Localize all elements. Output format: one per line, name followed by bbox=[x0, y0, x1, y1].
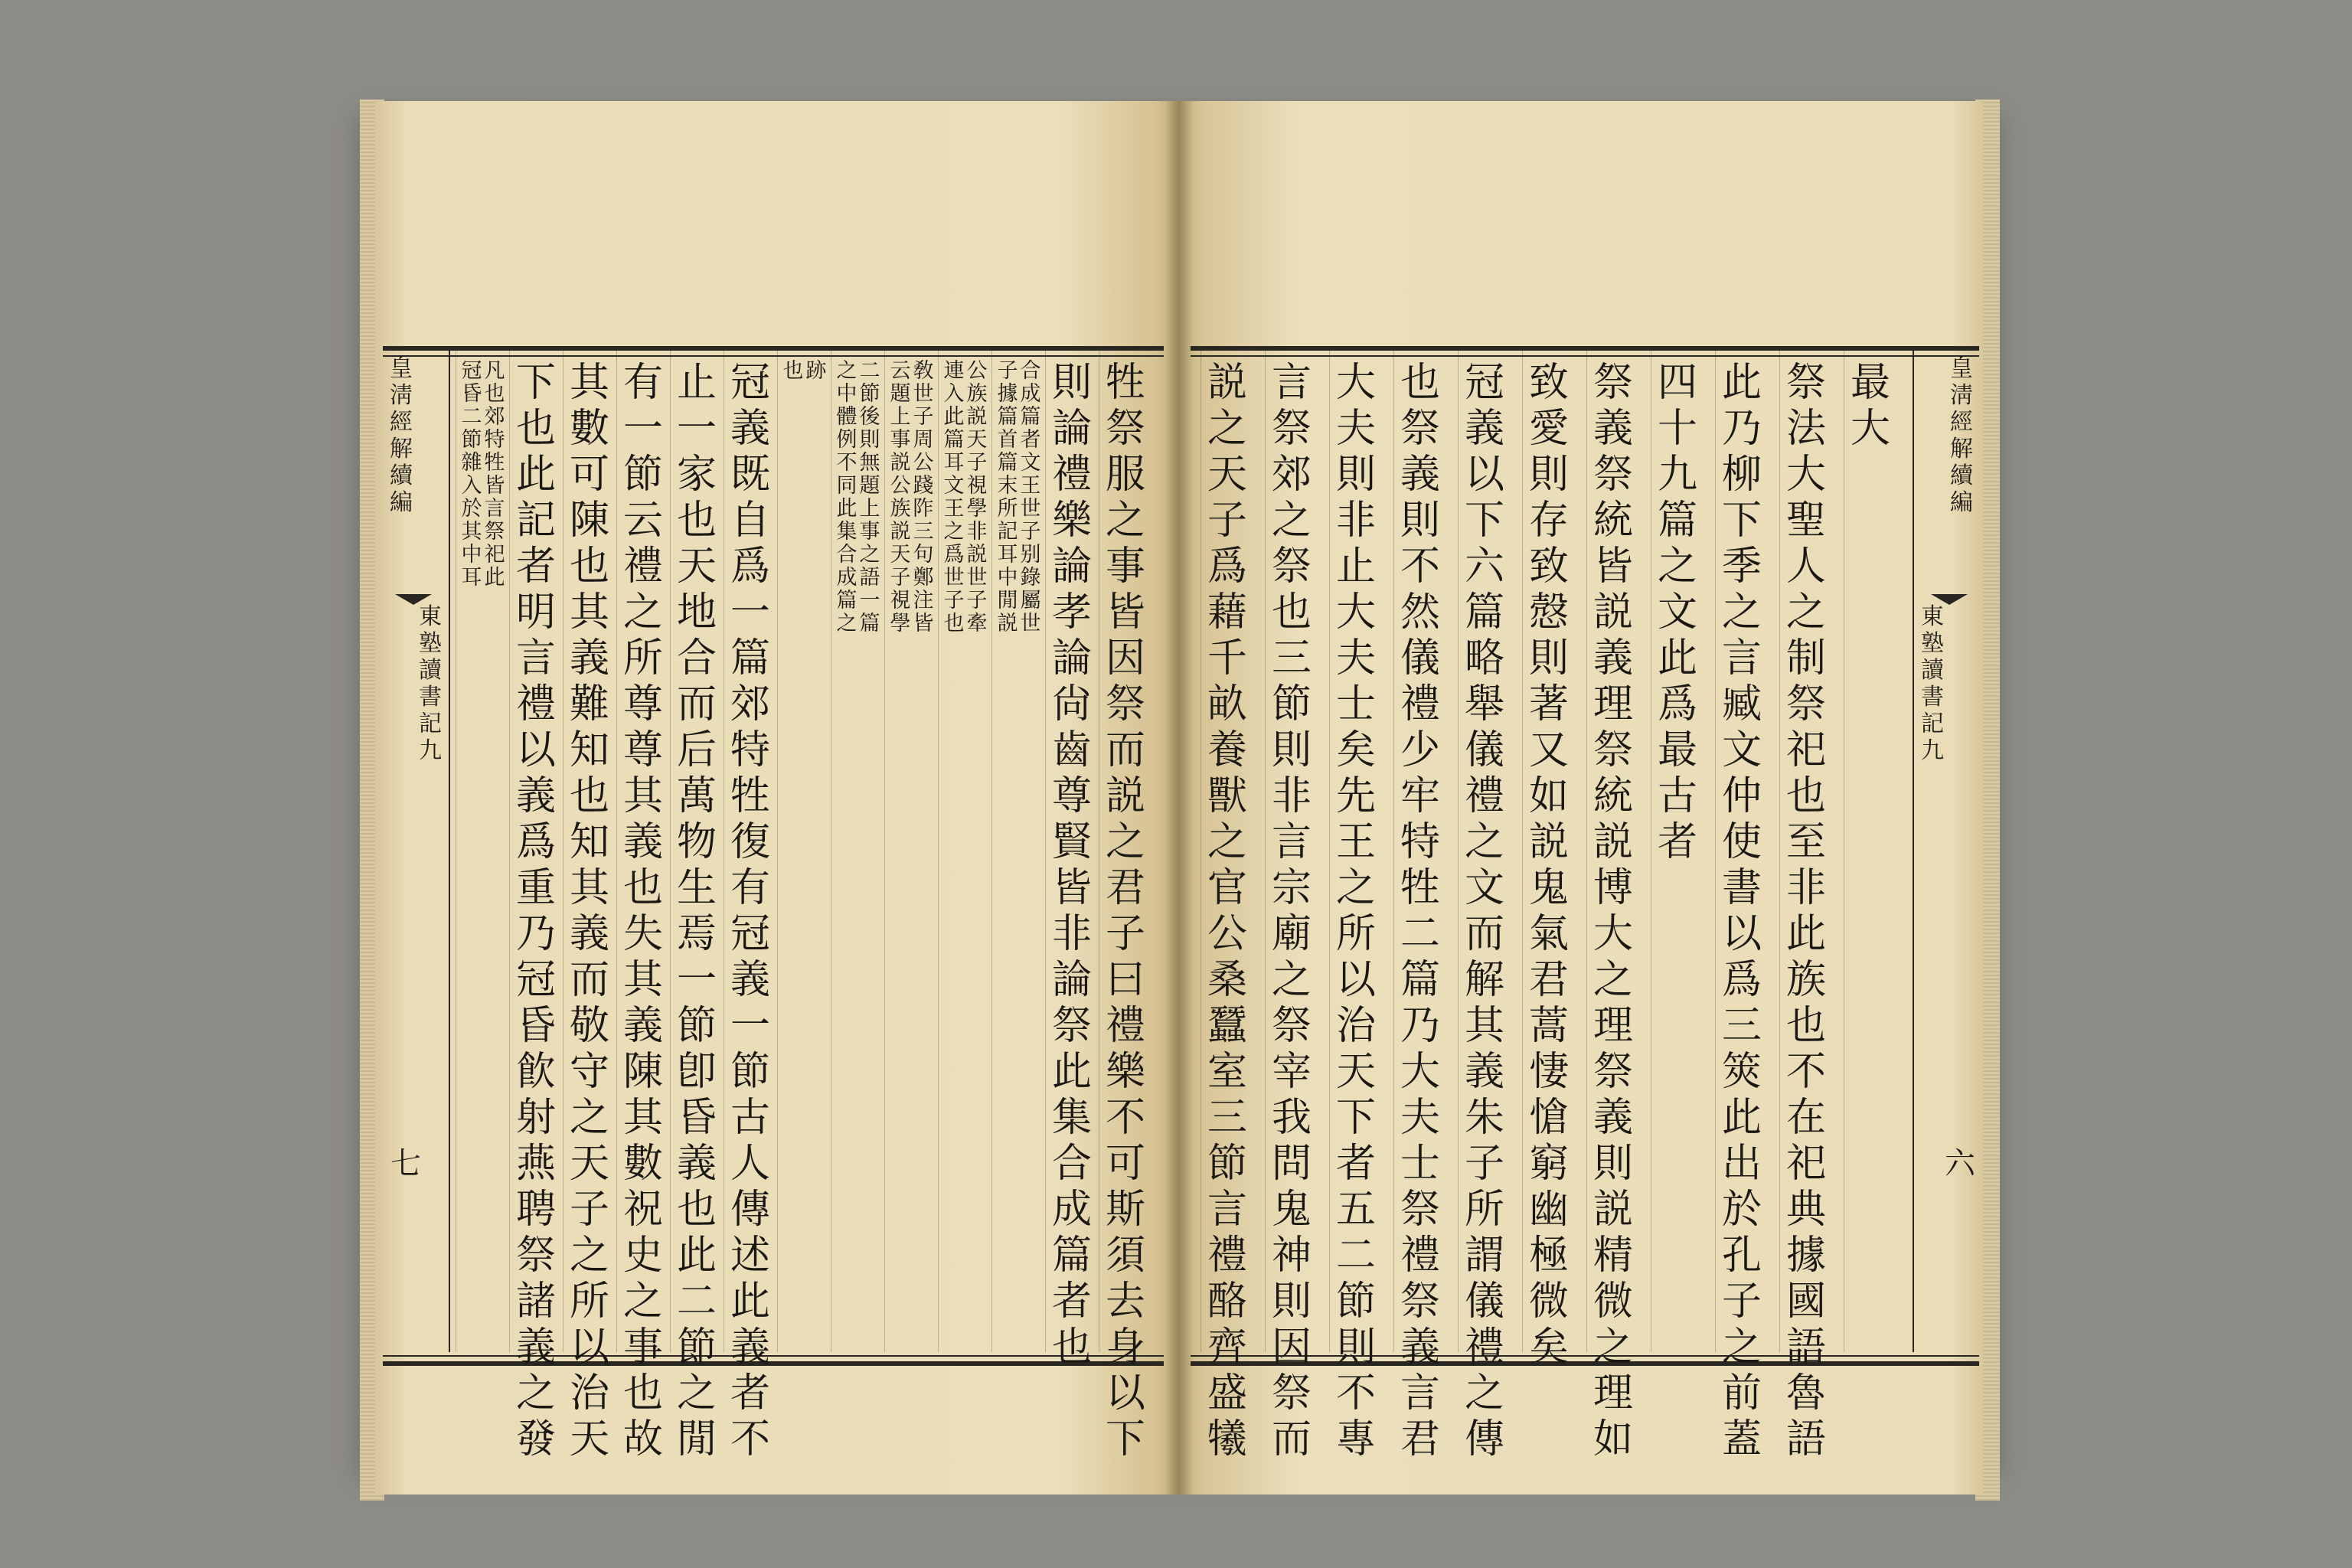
column-rule bbox=[616, 351, 617, 1352]
column-rule bbox=[1045, 351, 1046, 1352]
text-column: 此乃柳下季之言臧文仲使書以爲三筴此出於孔子之前蓋 bbox=[1721, 360, 1762, 1462]
column-rule bbox=[509, 351, 510, 1352]
text-column: 最大 bbox=[1850, 360, 1890, 452]
annotation-column: 子據篇首篇末所記耳中閒説 bbox=[997, 359, 1018, 635]
text-column: 止一家也天地合而后萬物生焉一節卽昏義也此二節之閒 bbox=[676, 360, 717, 1462]
column-rule bbox=[884, 351, 885, 1352]
book-gutter bbox=[1165, 101, 1193, 1494]
column-rule bbox=[1715, 351, 1716, 1352]
text-column: 言祭郊之祭也三節則非言宗廟之祭宰我問鬼神則因祭而 bbox=[1271, 360, 1312, 1462]
annotation-column: 連入此篇耳文王之爲世子也 bbox=[943, 359, 965, 635]
text-column: 冠義以下六篇略舉儀禮之文而解其義朱子所謂儀禮之傳 bbox=[1464, 360, 1504, 1462]
annotation-column: 跡 bbox=[805, 359, 827, 383]
annotation-column: 云題上事説公族説天子視學 bbox=[890, 359, 911, 635]
annotation-column: 二節後則無題上事之語一篇 bbox=[859, 359, 880, 635]
annotation-column: 冠昏二節雜入於其中耳 bbox=[461, 359, 482, 590]
text-column: 則論禮樂論孝論尙齒尊賢皆非論祭此集合成篇者也 bbox=[1051, 360, 1092, 1370]
text-column: 大夫則非止大夫士矣先王之所以治天下者五二節則不專 bbox=[1335, 360, 1376, 1462]
column-rule bbox=[991, 351, 992, 1352]
column-rule bbox=[563, 351, 564, 1352]
left-banxin bbox=[383, 351, 450, 1352]
annotation-column: 公族説天子視學非説世子牽 bbox=[966, 359, 988, 635]
right-banxin-title: 皇淸經解續編 bbox=[1950, 355, 1973, 516]
left-banxin-subtitle: 東塾讀書記九 bbox=[419, 603, 442, 764]
text-column: 也祭義則不然儀禮少牢特牲二篇乃大夫士祭禮祭義言君 bbox=[1400, 360, 1440, 1462]
text-column: 致愛則存致慤則著又如説鬼氣君蒿悽愴窮幽極微矣 bbox=[1528, 360, 1569, 1370]
text-column: 有一節云禮之所尊尊其義也失其義陳其數祝史之事也故 bbox=[622, 360, 663, 1462]
left-fish-tail bbox=[395, 594, 432, 605]
text-column: 説之天子爲藉千畝養獸之官公桑蠶室三節言禮酪齊盛犧 bbox=[1207, 360, 1247, 1462]
text-column: 冠義既自爲一篇郊特牲復有冠義一節古人傳述此義者不 bbox=[730, 360, 770, 1462]
left-page-number: 七 bbox=[390, 1146, 421, 1181]
column-rule bbox=[1586, 351, 1587, 1352]
right-banxin-subtitle: 東塾讀書記九 bbox=[1921, 603, 1944, 764]
column-rule bbox=[1779, 351, 1780, 1352]
annotation-column: 凡也郊特牲皆言祭祀此 bbox=[484, 359, 505, 590]
annotation-column: 之中體例不同此集合成篇之 bbox=[836, 359, 858, 635]
annotation-column: 也 bbox=[782, 359, 804, 383]
column-rule bbox=[1265, 351, 1266, 1352]
right-banxin bbox=[1913, 351, 1980, 1352]
column-rule bbox=[777, 351, 778, 1352]
column-rule bbox=[1200, 351, 1201, 1352]
column-rule bbox=[1329, 351, 1330, 1352]
text-column: 其數可陳也其義難知也知其義而敬守之天子之所以治天 bbox=[569, 360, 609, 1462]
column-rule bbox=[1458, 351, 1459, 1352]
text-column: 四十九篇之文此爲最古者 bbox=[1657, 360, 1697, 865]
left-banxin-title: 皇淸經解續編 bbox=[390, 355, 413, 516]
text-column: 下也此記者明言禮以義爲重乃冠昏飮射燕聘祭諸義之發 bbox=[515, 360, 556, 1462]
text-column: 祭法大聖人之制祭祀也至非此族也不在祀典據國語魯語 bbox=[1785, 360, 1826, 1462]
column-rule bbox=[1393, 351, 1394, 1352]
column-rule bbox=[1522, 351, 1523, 1352]
right-fish-tail bbox=[1931, 594, 1968, 605]
column-rule bbox=[670, 351, 671, 1352]
right-page-number: 六 bbox=[1945, 1146, 1975, 1181]
annotation-column: 合成篇者文王世子别錄屬世 bbox=[1020, 359, 1041, 635]
text-column: 牲祭服之事皆因祭而説之君子曰禮樂不可斯須去身以下 bbox=[1105, 360, 1145, 1462]
annotation-column: 敎世子周公踐阼三句鄭注皆 bbox=[913, 359, 934, 635]
column-rule bbox=[938, 351, 939, 1352]
text-column: 祭義祭統皆説義理祭統説博大之理祭義則説精微之理如 bbox=[1592, 360, 1633, 1462]
